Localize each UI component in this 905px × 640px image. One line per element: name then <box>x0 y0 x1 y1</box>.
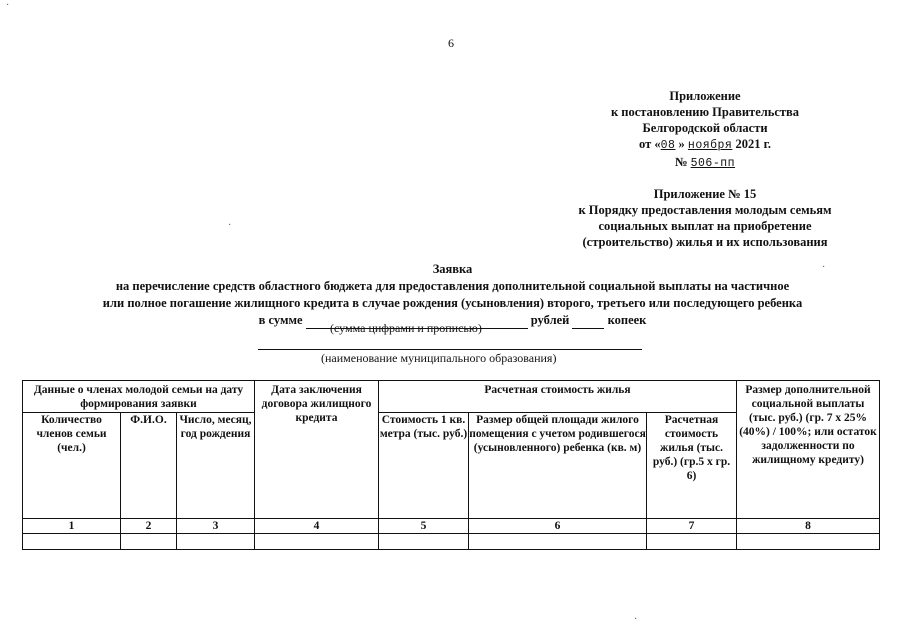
header-birth-date: Число, месяц, год рождения <box>177 413 255 519</box>
data-cell[interactable] <box>23 534 121 550</box>
date-prefix: от « <box>639 137 661 151</box>
municipality-hint: (наименование муниципального образования) <box>321 351 557 365</box>
request-line-2: или полное погашение жилищного кредита в случае рождения (усыновления) второго, третьего или последующего ребенка <box>102 296 803 310</box>
data-cell[interactable] <box>379 534 469 550</box>
number-value: 506-пп <box>690 157 736 170</box>
column-number: 8 <box>737 519 880 534</box>
appendix-title: Приложение <box>669 89 741 103</box>
appendix-header <box>560 88 850 250</box>
header-member-count: Количество членов семьи (чел.) <box>23 413 121 519</box>
data-cell[interactable] <box>469 534 647 550</box>
column-number: 2 <box>121 519 177 534</box>
header-payout-size: Размер дополнительной социальной выплаты (тыс. руб.) (гр. 7 х 25% (40%) / 100%; или остаток задолженности по жилищному кредиту) <box>737 381 880 519</box>
page-number: 6 <box>448 36 454 50</box>
scan-speck: · <box>228 220 232 231</box>
date-year: 2021 г. <box>735 137 771 151</box>
number-prefix: № <box>674 155 688 169</box>
scan-speck: · <box>6 0 10 11</box>
appendix15-line-3: (строительство) жилья и их использования <box>582 235 828 249</box>
column-number: 7 <box>647 519 737 534</box>
appendix-number <box>560 154 850 172</box>
appendix15-title: Приложение № 15 <box>653 187 757 201</box>
date-day: 08 <box>660 139 676 152</box>
column-number: 4 <box>255 519 379 534</box>
header-price-per-meter: Стоимость 1 кв. метра (тыс. руб.) <box>379 413 469 519</box>
header-family-group: Данные о членах молодой семьи на дату формирования заявки <box>23 381 255 413</box>
data-cell[interactable] <box>255 534 379 550</box>
column-number: 5 <box>379 519 469 534</box>
appendix-date <box>560 136 850 154</box>
data-cell[interactable] <box>737 534 880 550</box>
data-cell[interactable] <box>121 534 177 550</box>
sum-hint: (сумма цифрами и прописью) <box>330 321 482 335</box>
rubles-label: рублей <box>530 313 570 327</box>
appendix-line-1: к постановлению Правительства <box>610 105 800 119</box>
request-table <box>22 380 880 550</box>
data-cell[interactable] <box>177 534 255 550</box>
scan-speck: · <box>822 262 826 273</box>
column-number: 1 <box>23 519 121 534</box>
header-calculated-cost: Расчетная стоимость жилья (тыс. руб.) (гр.5 х гр. 6) <box>647 413 737 519</box>
kopeks-label: копеек <box>607 313 647 327</box>
request-title: Заявка <box>432 262 473 276</box>
header-cost-group: Расчетная стоимость жилья <box>379 381 737 413</box>
header-full-name: Ф.И.О. <box>121 413 177 519</box>
request-line-1: на перечисление средств областного бюджета для предоставления дополнительной социальной выплаты на частичное <box>115 279 790 293</box>
date-mid: » <box>678 137 685 151</box>
date-month: ноября <box>687 139 733 152</box>
data-cell[interactable] <box>647 534 737 550</box>
scan-speck: · <box>634 614 638 625</box>
sum-prefix: в сумме <box>258 313 303 327</box>
municipality-field[interactable] <box>258 349 642 350</box>
kopeks-field[interactable] <box>572 316 604 329</box>
column-number: 6 <box>469 519 647 534</box>
appendix-line-2: Белгородской области <box>642 121 768 135</box>
column-number: 3 <box>177 519 255 534</box>
header-living-area: Размер общей площади жилого помещения с учетом родившегося (усыновленного) ребенка (кв. м) <box>469 413 647 519</box>
appendix15-line-1: к Порядку предоставления молодым семьям <box>578 203 832 217</box>
request-heading <box>30 261 875 329</box>
appendix15-line-2: социальных выплат на приобретение <box>598 219 812 233</box>
header-contract-date: Дата заключения договора жилищного кредита <box>255 381 379 519</box>
